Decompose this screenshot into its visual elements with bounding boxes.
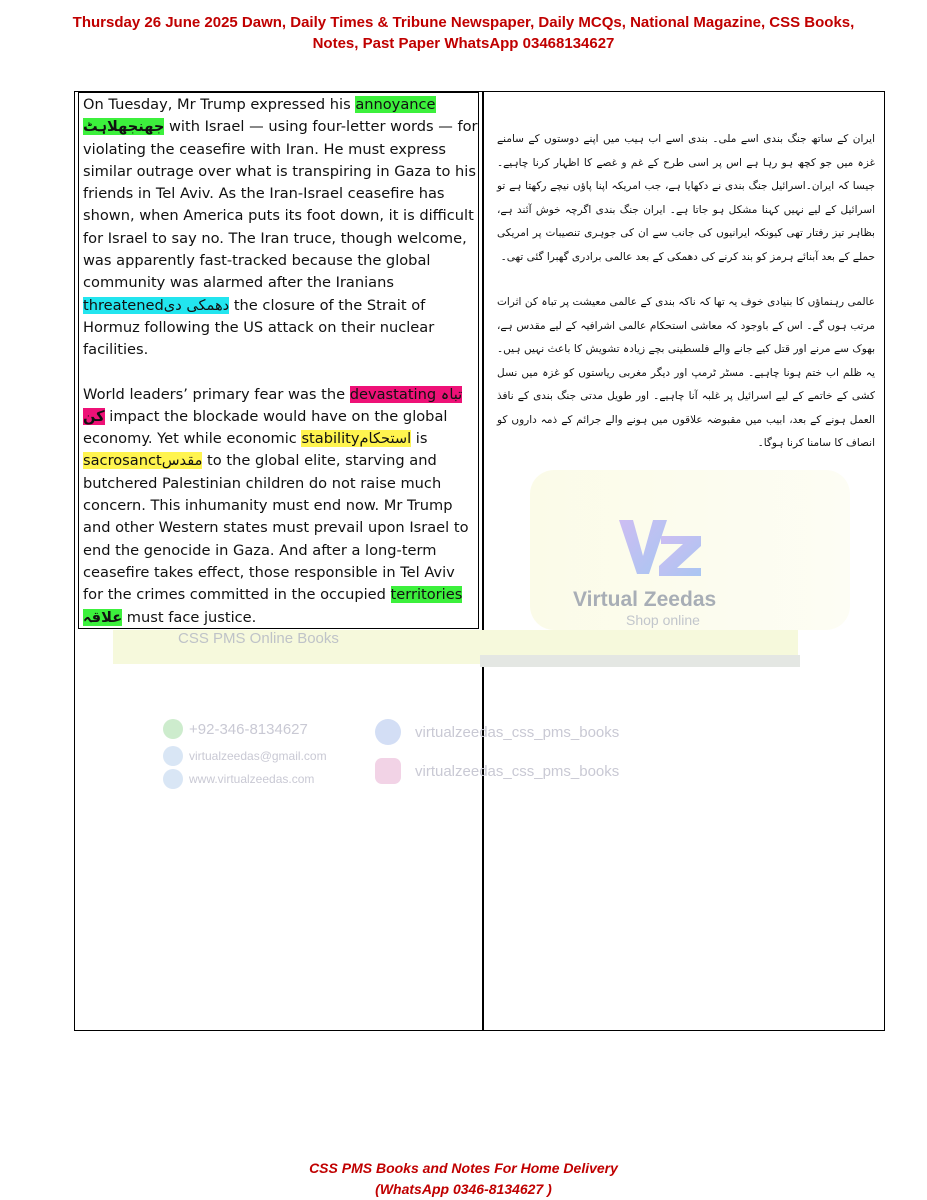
watermark-instagram: virtualzeedas_css_pms_books	[375, 758, 619, 784]
urdu-paragraph-1: ایران کے ساتھ جنگ بندی اسے ملی۔ بندی اسے اب ہیب میں اپنے دوستوں کے سامنے غزہ میں جو کچھ ہو رہا ہے اس پر اسی طرح کے غم و غصے کا اظہار کرنا چاہیے۔ جیسا کہ ایران۔اسرائیل جنگ بندی نے دکھایا ہے، جب امریکہ اپنا پاؤں نیچے رکھتا ہے تو اسرائیل کے لیے نہیں کہنا مشکل ہو جاتا ہے۔ ایران جنگ بندی اگرچہ خوش آئند ہے، بظاہر تیز رفتار تھی کیونکہ ایرانیوں کی جانب سے ان کی جوہری تنصیبات پر امریکی حملے کے بعد آبنائے ہرمز کو بند کرنے کی دھمکی کے بعد عالمی برادری گھبرا گئی تھی۔	[497, 133, 875, 263]
globe-icon	[163, 769, 183, 789]
urdu-paragraph-2: عالمی رہنماؤں کا بنیادی خوف یہ تھا کہ ناکہ بندی کے عالمی معیشت پر تباہ کن اثرات مرتب ہوں گے۔ اس کے باوجود کہ معاشی استحکام عالمی اشرافیہ کے لیے مقدس ہے، بھوک سے مرنے اور قتل کیے جانے والے فلسطینی بچے زیادہ تشویش کا باعث نہیں ہیں۔ یہ ظلم اب ختم ہونا چاہیے۔ مسٹر ٹرمپ اور دیگر مغربی ریاستوں کو غزہ میں نسل کشی کے خاتمے کے لیے اسرائیل پر غلبہ آنا چاہیے۔ اور طویل مدتی جنگ بندی کے نافذ العمل ہونے کے بعد، ابیب میں مقبوضہ علاقوں میں ہونے والے جرائم کے ذمہ داروں کو انصاف کا سامنا کرنا ہوگا۔	[497, 296, 875, 449]
highlight-devastating-urdu: کن	[83, 407, 105, 425]
highlight-stability: stabilityاستحکام	[301, 430, 412, 448]
highlight-threatened: threatenedدھمکی دی	[83, 296, 230, 314]
watermark-email: virtualzeedas@gmail.com	[163, 746, 327, 766]
watermark-whatsapp: +92-346-8134627	[163, 719, 308, 739]
highlight-annoyance-urdu: جھنجھلاہٹ	[83, 118, 165, 136]
english-paragraph-2: World leaders’ primary fear was the devastating تباہ کن impact the blockade would have on the global economy. Yet while economic stabilityاستحکام is sacrosanctمقدس to the global elite, starving and butchered Palestinian children do not raise much concern. This inhumanity must end now. Mr Trump and other Western states must prevail upon Israel to end the genocide in Gaza. And after a long-term ceasefire takes effect, those responsible in Tel Aviv for the crimes committed in the occupied territories علاقہ must face justice.	[83, 385, 469, 626]
watermark-facebook: virtualzeedas_css_pms_books	[375, 719, 619, 745]
page-header	[60, 12, 867, 54]
english-column	[83, 94, 478, 629]
facebook-icon	[375, 719, 401, 745]
highlight-territories-urdu: علاقہ	[83, 608, 123, 626]
watermark-website: www.virtualzeedas.com	[163, 769, 314, 789]
header-line-2: Notes, Past Paper WhatsApp 03468134627	[312, 35, 615, 52]
column-divider	[482, 91, 484, 1031]
urdu-column	[497, 128, 875, 456]
watermark-vz-logo	[615, 512, 705, 586]
highlight-territories: territories	[390, 586, 463, 604]
page-footer	[240, 1158, 687, 1200]
header-line-1: Thursday 26 June 2025 Dawn, Daily Times & Tribune Newspaper, Daily MCQs, National Magazine, CSS Books,	[72, 14, 855, 31]
highlight-sacrosanct: sacrosanctمقدس	[83, 452, 203, 470]
footer-line-2: (WhatsApp 0346-8134627 )	[375, 1181, 552, 1197]
whatsapp-icon	[163, 719, 183, 739]
email-icon	[163, 746, 183, 766]
watermark-caption: CSS PMS Online Books	[178, 630, 339, 647]
watermark-tagline: Shop online	[626, 612, 700, 628]
watermark-brand: Virtual Zeedas	[573, 588, 717, 611]
watermark-band-shadow	[480, 655, 800, 667]
english-paragraph-1: On Tuesday, Mr Trump expressed his annoyance جھنجھلاہٹ with Israel — using four-letter words — for violating the ceasefire with Iran. He must express similar outrage over what is transpiring in Gaza to his friends in Tel Aviv. As the Iran-Israel ceasefire has shown, when America puts its foot down, it is difficult for Israel to say no. The Iran truce, though welcome, was apparently fast-tracked because the global community was alarmed after the Iranians threatenedدھمکی دی the closure of the Strait of Hormuz following the US attack on their nuclear facilities.	[83, 96, 478, 359]
highlight-annoyance: annoyance	[355, 96, 436, 113]
footer-line-1: CSS PMS Books and Notes For Home Delivery	[309, 1160, 618, 1176]
instagram-icon	[375, 758, 401, 784]
highlight-devastating: devastating تباہ	[349, 385, 463, 403]
